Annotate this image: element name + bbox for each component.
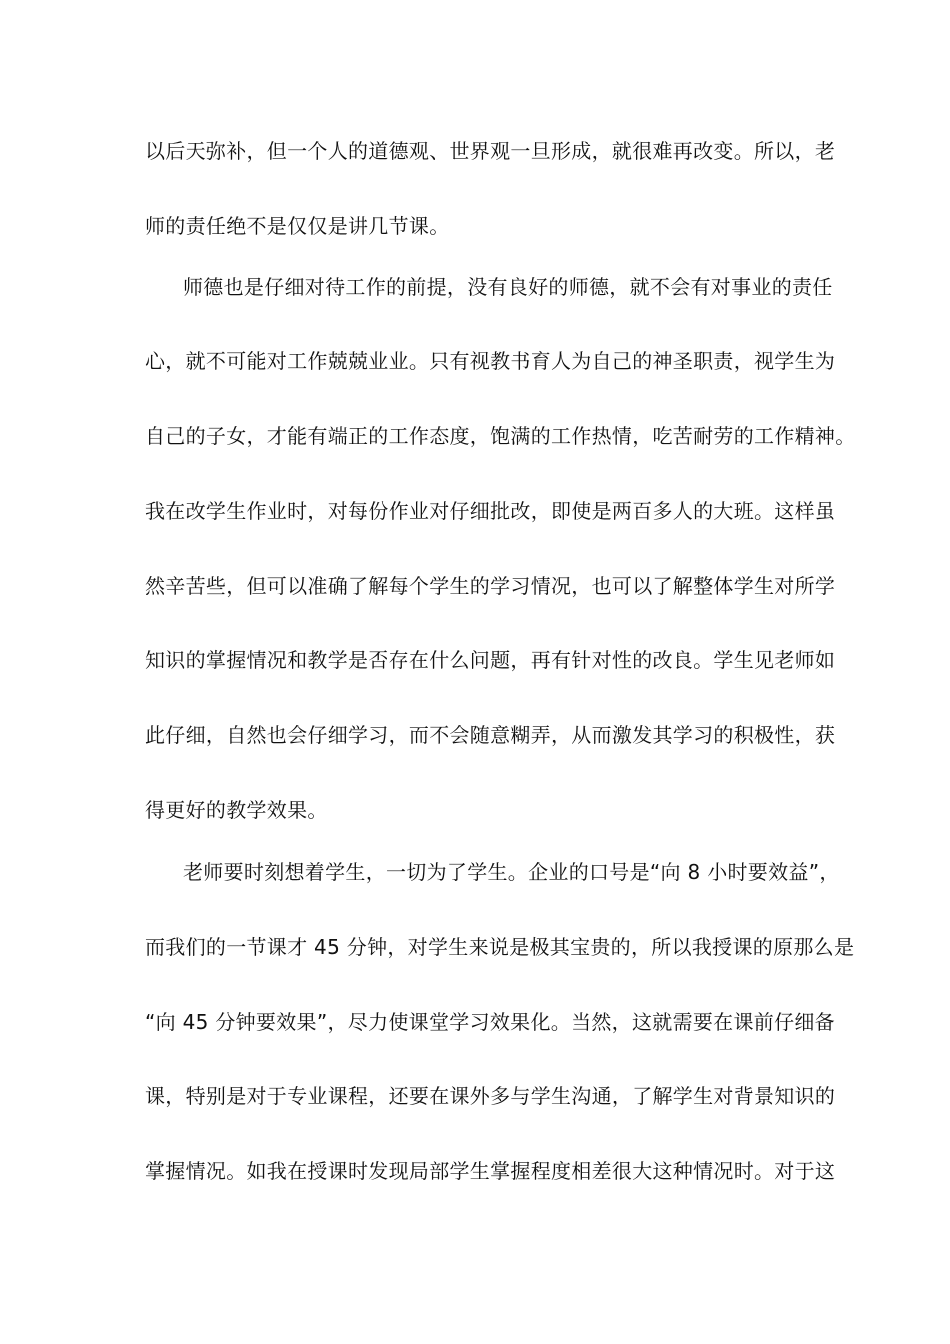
text-line-6: 我在改学生作业时，对每份作业对仔细批改，即使是两百多人的大班。这样虽 <box>145 499 836 523</box>
text-line-5: 自己的子女，才能有端正的工作态度，饱满的工作热情，吃苦耐劳的工作精神。 <box>145 424 856 448</box>
text-line-13: “向 45 分钟要效果”，尽力使课堂学习效果化。当然，这就需要在课前仔细备 <box>145 1010 835 1034</box>
text-line-1: 以后天弥补，但一个人的道德观、世界观一旦形成，就很难再改变。所以，老 <box>145 139 836 163</box>
text-line-7: 然辛苦些，但可以准确了解每个学生的学习情况，也可以了解整体学生对所学 <box>145 574 836 598</box>
text-line-15: 掌握情况。如我在授课时发现局部学生掌握程度相差很大这种情况时。对于这 <box>145 1159 836 1183</box>
text-line-9: 此仔细，自然也会仔细学习，而不会随意糊弄，从而激发其学习的积极性，获 <box>145 723 836 747</box>
text-line-14: 课，特别是对于专业课程，还要在课外多与学生沟通，了解学生对背景知识的 <box>145 1084 836 1108</box>
text-line-8: 知识的掌握情况和教学是否存在什么问题，再有针对性的改良。学生见老师如 <box>145 648 836 672</box>
text-line-12: 而我们的一节课才 45 分钟，对学生来说是极其宝贵的，所以我授课的原那么是 <box>145 935 855 959</box>
text-line-4: 心，就不可能对工作兢兢业业。只有视教书育人为自己的神圣职责，视学生为 <box>145 349 836 373</box>
text-line-2: 师的责任绝不是仅仅是讲几节课。 <box>145 214 450 238</box>
paragraph-start-line-3: 师德也是仔细对待工作的前提，没有良好的师德，就不会有对事业的责任 <box>183 275 833 299</box>
text-line-10: 得更好的教学效果。 <box>145 798 328 822</box>
paragraph-start-line-11: 老师要时刻想着学生，一切为了学生。企业的口号是“向 8 小时要效益”， <box>183 860 840 884</box>
